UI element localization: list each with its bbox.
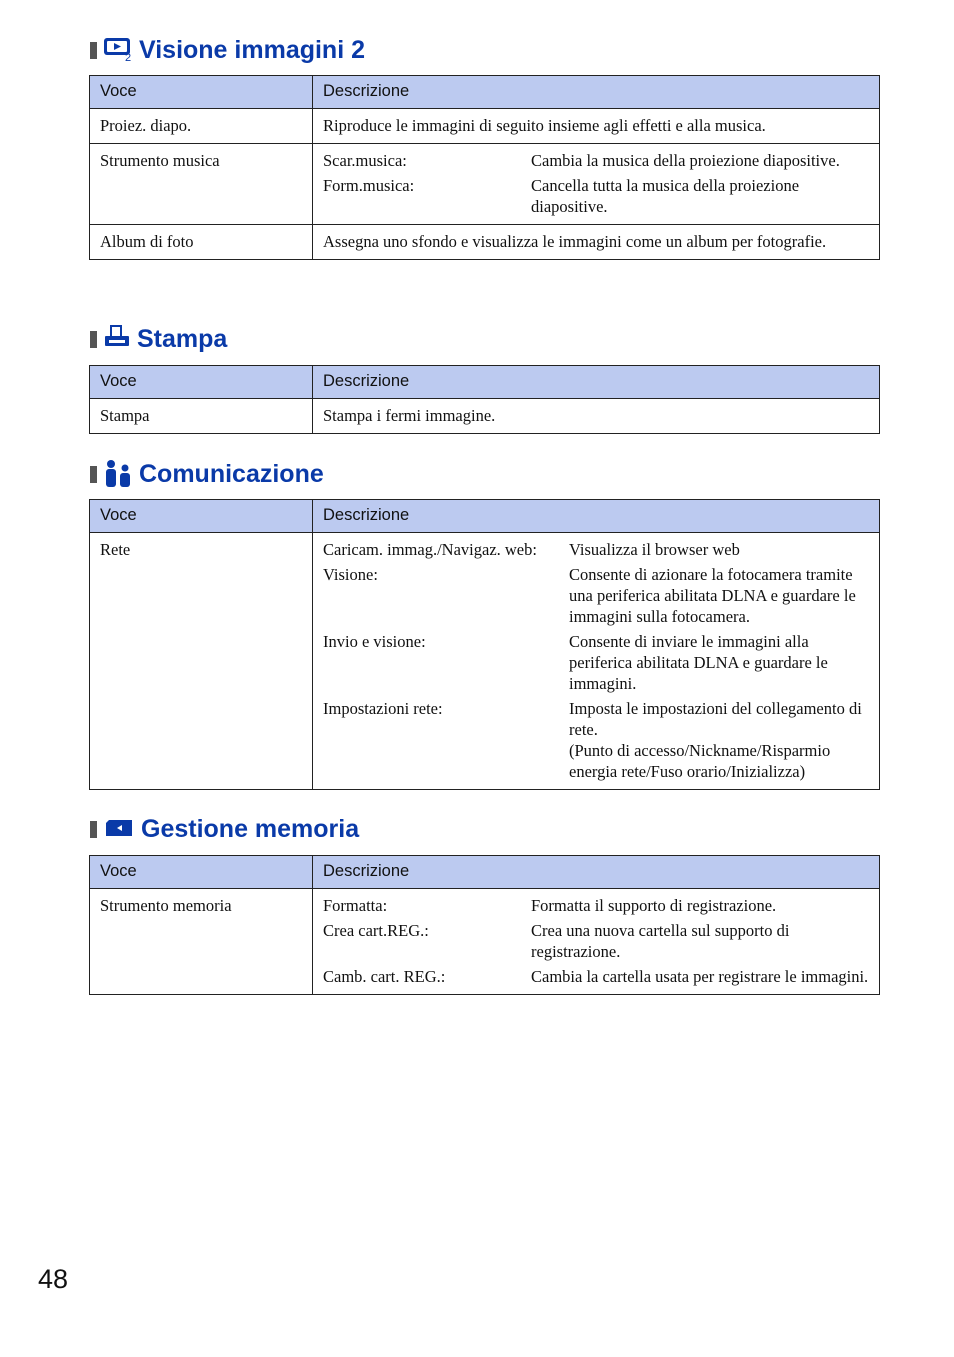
option-key: Crea cart.REG.: [323,921,429,940]
option-pair [323,920,869,962]
row-item: Strumento musica [90,144,313,225]
title-marker [90,466,97,483]
option-pair [323,539,869,560]
option-value: Imposta le impostazioni del collegamento di rete. (Punto di accesso/Nickname/Risparmio energia rete/Fuso orario/Inizializza) [569,699,862,781]
title-marker [90,331,97,348]
header-descrizione: Descrizione [313,500,880,533]
option-key: Impostazioni rete: [323,699,443,718]
option-value: Cambia la cartella usata per registrare le immagini. [531,967,869,986]
row-description: Stampa i fermi immagine. [313,399,880,434]
row-description: Riproduce le immagini di seguito insieme agli effetti e alla musica. [313,109,880,144]
option-pair [323,175,869,217]
title-marker [90,821,97,838]
row-description [313,533,880,790]
option-pair [323,966,869,987]
option-key: Invio e visione: [323,632,426,651]
option-pair [323,564,869,627]
title-marker [90,42,97,59]
header-voce: Voce [90,500,313,533]
section-title-comunicazione [90,459,324,489]
header-voce: Voce [90,76,313,109]
option-key: Visione: [323,565,378,584]
table-row [90,225,880,260]
option-pair [323,631,869,694]
option-value: Visualizza il browser web [569,540,740,559]
table-visione-immagini-2 [89,75,880,260]
section-title-visione-immagini-2 [90,35,365,65]
option-value: Consente di inviare le immagini alla periferica abilitata DLNA e guardare le immagini. [569,632,828,693]
section-title-text: Gestione memoria [141,814,360,843]
option-value: Cancella tutta la musica della proiezione diapositive. [531,176,800,216]
option-key: Formatta: [323,896,388,915]
table-gestione-memoria [89,855,880,995]
row-item: Stampa [90,399,313,434]
section-title-text: Comunicazione [139,459,324,488]
option-key: Camb. cart. REG.: [323,967,446,986]
option-key: Form.musica: [323,176,415,195]
row-description [313,889,880,995]
table-header-row [90,366,880,399]
table-header-row [90,500,880,533]
table-row [90,144,880,225]
option-value: Consente di azionare la fotocamera tramite una periferica abilitata DLNA e guardare le immagini sulla fotocamera. [569,565,856,626]
row-description [313,144,880,225]
option-pair [323,895,869,916]
table-row [90,399,880,434]
table-stampa [89,365,880,434]
row-description: Assegna uno sfondo e visualizza le immagini come un album per fotografie. [313,225,880,260]
option-value: Cambia la musica della proiezione diapositive. [531,151,840,170]
header-descrizione: Descrizione [313,856,880,889]
header-voce: Voce [90,856,313,889]
table-row [90,889,880,995]
option-key: Scar.musica: [323,151,407,170]
table-comunicazione [89,499,880,790]
option-value: Formatta il supporto di registrazione. [531,896,777,915]
header-voce: Voce [90,366,313,399]
svg-text:2: 2 [125,51,132,61]
page-number: 48 [38,1264,69,1294]
print-icon [103,324,131,355]
communication-icon [103,456,133,493]
section-title-gestione-memoria [90,814,359,844]
section-title-stampa [90,324,227,354]
table-row [90,533,880,790]
header-descrizione: Descrizione [313,366,880,399]
option-key: Caricam. immag./Navigaz. web: [323,540,537,559]
row-item: Album di foto [90,225,313,260]
header-descrizione: Descrizione [313,76,880,109]
section-title-text: Visione immagini 2 [139,35,366,64]
table-header-row [90,76,880,109]
row-item: Strumento memoria [90,889,313,995]
row-item: Rete [90,533,313,790]
option-pair [323,698,869,782]
option-value: Crea una nuova cartella sul supporto di registrazione. [531,921,790,961]
section-title-text: Stampa [137,324,228,353]
memory-card-icon [103,815,135,844]
row-item: Proiez. diapo. [90,109,313,144]
playback-2-icon [103,35,133,66]
option-pair [323,150,869,171]
table-row [90,109,880,144]
table-header-row [90,856,880,889]
